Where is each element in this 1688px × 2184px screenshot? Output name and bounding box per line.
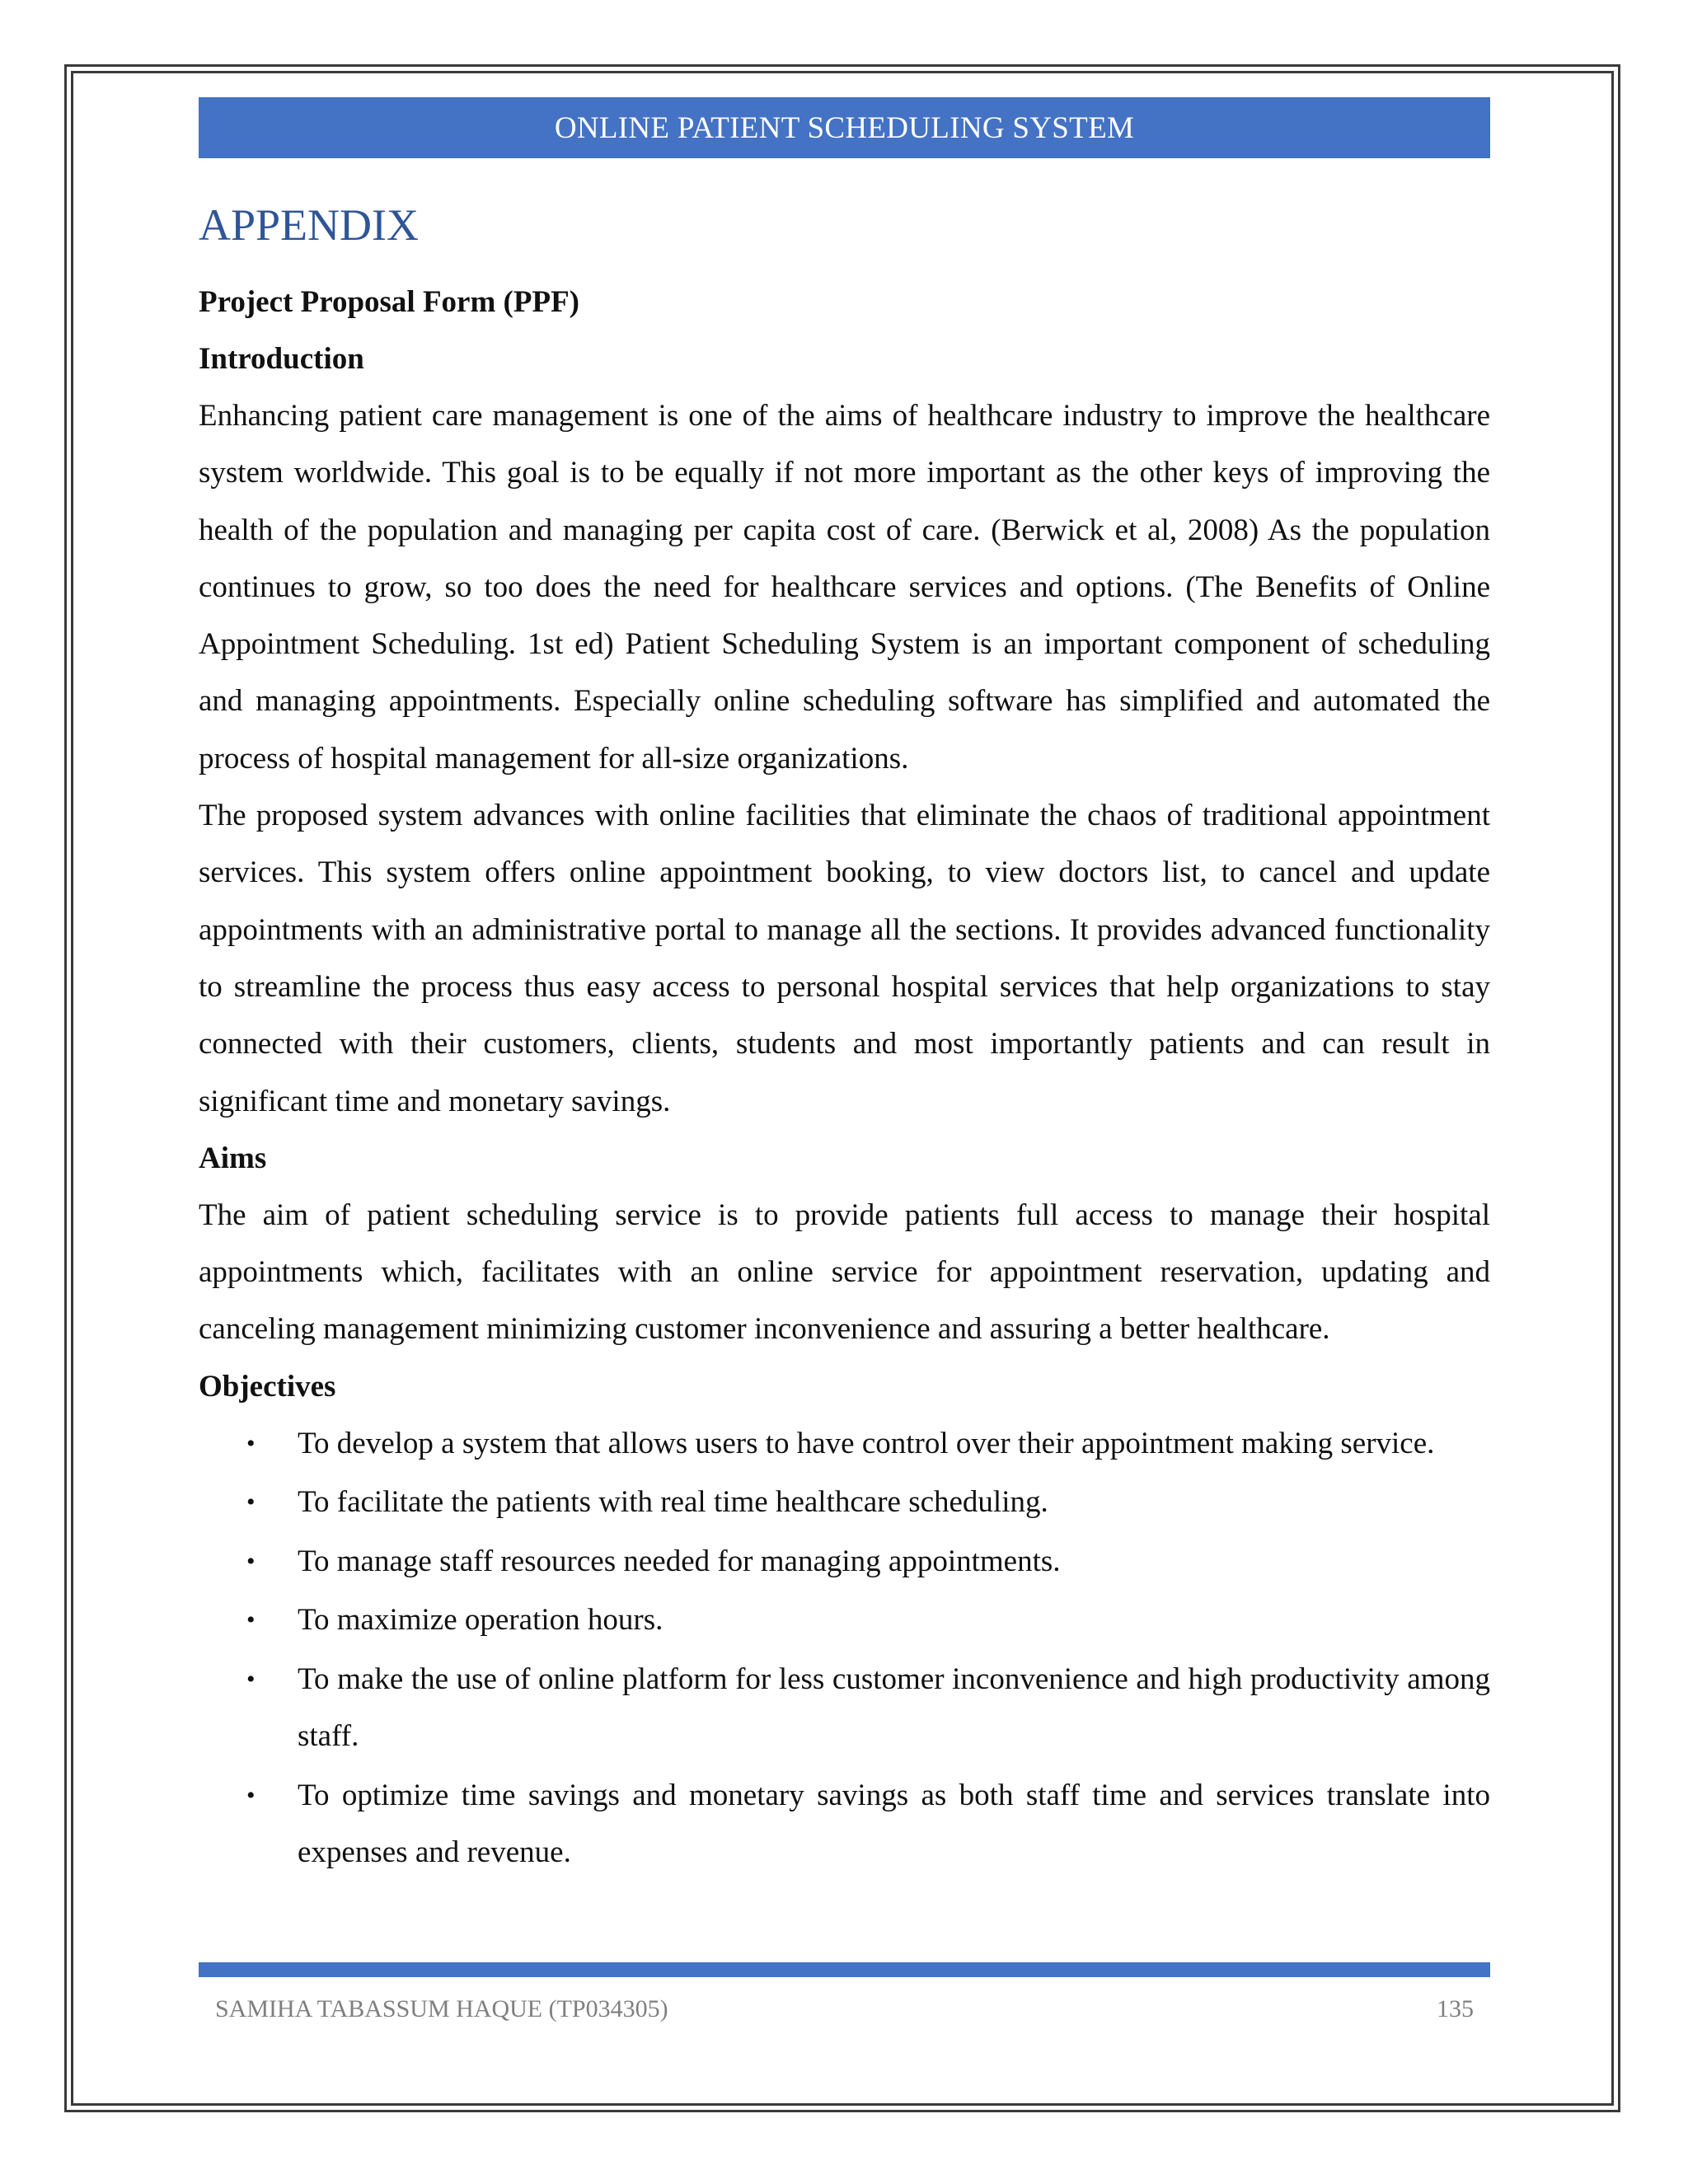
introduction-heading: Introduction	[199, 342, 364, 376]
bullet-icon: •	[246, 1488, 256, 1516]
header-title: ONLINE PATIENT SCHEDULING SYSTEM	[554, 110, 1135, 145]
bullet-icon: •	[246, 1547, 256, 1575]
footer-rule	[199, 1962, 1490, 1977]
bullet-icon: •	[246, 1781, 256, 1809]
list-item	[199, 1474, 1490, 1531]
objective-text: To make the use of online platform for less customer inconvenience and high productivity among staff.	[298, 1661, 1490, 1754]
appendix-title: APPENDIX	[199, 200, 420, 250]
list-item	[199, 1651, 1490, 1765]
list-item	[199, 1415, 1490, 1473]
bullet-icon: •	[246, 1606, 256, 1634]
intro-paragraph: Enhancing patient care management is one of the aims of healthcare industry to improve the healthcare system worldwide. This goal is to be equally if not more important as the other keys of improving the health of the population and managing per capita cost of care. (Berwick et al, 2008) As the population continues to grow, so too does the need for healthcare services and options. (The Benefits of Online Appointment Scheduling. 1st ed) Patient Scheduling System is an important component of scheduling and managing appointments. Especially online scheduling software has simplified and automated the process of hospital management for all-size organizations.	[199, 399, 1490, 776]
objective-text: To optimize time savings and monetary savings as both staff time and services translate into expenses and revenue.	[298, 1778, 1490, 1870]
list-item	[199, 1767, 1490, 1882]
list-item	[199, 1533, 1490, 1591]
page-number: 135	[1437, 1995, 1474, 2022]
intro-paragraph: The proposed system advances with online facilities that eliminate the chaos of traditional appointment services. This system offers online appointment booking, to view doctors list, to cancel and update appointments with an administrative portal to manage all the sections. It provides advanced functionality to streamline the process thus easy access to personal hospital services that help organizations to stay connected with their customers, clients, students and most importantly patients and can result in significant time and monetary savings.	[199, 799, 1490, 1118]
objectives-list	[199, 1415, 1490, 1882]
bullet-icon: •	[246, 1665, 256, 1693]
objective-text: To manage staff resources needed for managing appointments.	[298, 1544, 1061, 1578]
header-banner	[199, 97, 1490, 158]
aims-paragraph: The aim of patient scheduling service is to provide patients full access to manage their hospital appointments which, facilitates with an online service for appointment reservation, updating and canceling management minimizing customer inconvenience and assuring a better healthcare.	[199, 1197, 1490, 1347]
objective-text: To facilitate the patients with real time healthcare scheduling.	[298, 1485, 1048, 1520]
footer-author: SAMIHA TABASSUM HAQUE (TP034305)	[215, 1995, 668, 2022]
page-content	[199, 196, 1490, 1883]
bullet-icon: •	[246, 1429, 256, 1457]
objective-text: To develop a system that allows users to have control over their appointment making service.	[298, 1426, 1435, 1460]
objective-text: To maximize operation hours.	[298, 1603, 663, 1638]
aims-heading: Aims	[199, 1141, 267, 1175]
ppf-heading: Project Proposal Form (PPF)	[199, 285, 579, 319]
list-item	[199, 1591, 1490, 1649]
objectives-heading: Objectives	[199, 1369, 336, 1404]
